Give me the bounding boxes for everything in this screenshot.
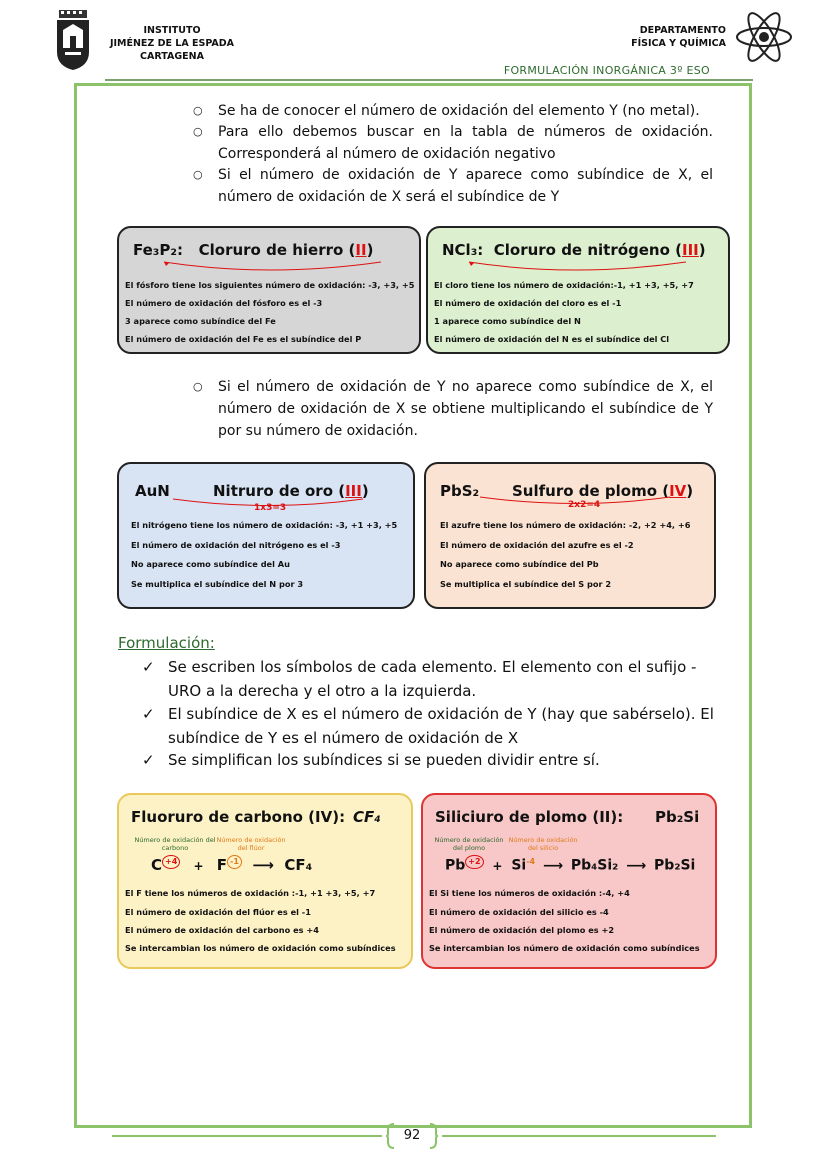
card-line: 3 aparece como subíndice del Fe: [125, 316, 276, 326]
eq-result: CF₄: [284, 856, 313, 874]
eq-plus: +: [492, 858, 503, 873]
circle-bullet-icon: ○: [193, 380, 203, 393]
example-card-ncl3: [426, 226, 730, 354]
card-line: El número de oxidación del nitrógeno es el -3: [131, 540, 341, 550]
dept-line-1: DEPARTAMENTO: [639, 25, 726, 36]
card-title: Sulfuro de plomo (IV): [512, 482, 694, 500]
exchange-arrow-icon: [159, 258, 389, 276]
card-roman: III: [682, 241, 699, 259]
card-line: El número de oxidación del carbono es +4: [125, 925, 319, 935]
card-line: El número de oxidación del plomo es +2: [429, 925, 615, 935]
card-roman: II: [355, 241, 367, 259]
atom-icon: [735, 8, 793, 66]
eq-plus: +: [193, 859, 204, 873]
card-formula: Fe₃P₂: [133, 241, 177, 259]
circle-bullet-icon: ○: [193, 125, 203, 138]
dept-line-2: FÍSICA Y QUÍMICA: [631, 38, 726, 49]
card-formula: NCl₃: [442, 241, 478, 259]
check-item-text: Se escriben los símbolos de cada elemento. El elemento con el sufijo -URO a la derecha y el otro a la izquierda.: [168, 658, 697, 700]
card-calc: 2x2=4: [568, 500, 601, 510]
intro-bullet: [193, 121, 713, 165]
eq-ox-b: -4: [526, 857, 536, 866]
ox-label-right: Número de oxidación del flúor: [216, 836, 286, 852]
eq-ox-b: -1: [227, 855, 242, 869]
circle-bullet-icon: ○: [193, 104, 203, 117]
card-line: No aparece como subíndice del Au: [131, 559, 290, 569]
check-item: [142, 748, 716, 772]
section-title: Formulación:: [118, 634, 215, 652]
equation: [151, 855, 312, 874]
check-item-text: Se simplifican los subíndices si se pueden dividir entre sí.: [168, 751, 600, 769]
check-item-text: El subíndice de X es el número de oxidación de Y (hay que sabérselo). El subíndice de Y es el número de oxidación de X: [168, 705, 714, 747]
circle-bullet-icon: ○: [193, 168, 203, 181]
example-card-aun: [117, 462, 415, 609]
checkmark-icon: ✓: [142, 705, 155, 723]
card-line: El número de oxidación del Fe es el subíndice del P: [125, 334, 362, 344]
arrow-right-icon: ⟶: [252, 856, 274, 874]
card-compound-name: Nitruro de oro: [213, 482, 334, 500]
card-line: Se multiplica el subíndice del N por 3: [131, 579, 304, 589]
card-line: El número de oxidación del flúor es el -1: [125, 907, 311, 917]
checkmark-icon: ✓: [142, 658, 155, 676]
middle-bullet: [193, 376, 713, 442]
card-roman: III: [345, 482, 362, 500]
intro-bullet: [193, 100, 713, 122]
exchange-arrow-icon: [464, 258, 694, 276]
department-name: [631, 24, 726, 50]
card-line: El nitrógeno tiene los número de oxidación: -3, +1 +3, +5: [131, 520, 398, 530]
intro-bullet: [193, 164, 713, 208]
card-line: El número de oxidación del N es el subíndice del Cl: [434, 334, 670, 344]
arrow-right-icon: ⟶: [542, 857, 564, 874]
ox-label-left: Número de oxidación del carbono: [134, 836, 216, 852]
school-line-3: CARTAGENA: [140, 51, 204, 62]
eq-intermediate: Pb₄Si₂: [570, 857, 619, 874]
example-card-pb2si: [421, 793, 717, 969]
card-line: El Si tiene los números de oxidación :-4, +4: [429, 888, 630, 898]
page-number-text: 92: [403, 1128, 421, 1143]
card-line: Se multiplica el subíndice del S por 2: [440, 579, 612, 589]
card-formula: AuN: [135, 482, 170, 500]
card-formula: CF₄: [353, 808, 381, 826]
ox-label-left: Número de oxidación del plomo: [434, 836, 504, 852]
example-card-fe3p2: [117, 226, 421, 354]
card-line: El F tiene los números de oxidación :-1, +1 +3, +5, +7: [125, 888, 376, 898]
card-line: El azufre tiene los número de oxidación: -2, +2 +4, +6: [440, 520, 691, 530]
equation: [445, 855, 695, 874]
card-line: Se intercambian los número de oxidación como subíndices: [429, 943, 700, 953]
card-formula: Pb₂Si: [655, 808, 700, 826]
card-formula: PbS₂: [440, 482, 480, 500]
card-line: El número de oxidación del silicio es -4: [429, 907, 609, 917]
eq-element-b: Si: [511, 857, 527, 874]
footer-line-left: [112, 1135, 382, 1137]
checkmark-icon: ✓: [142, 751, 155, 769]
card-calc: 1x3=3: [254, 503, 287, 513]
card-line: El cloro tiene los número de oxidación:-1, +1 +3, +5, +7: [434, 280, 694, 290]
check-item: [142, 655, 716, 703]
eq-ox-a: +2: [465, 855, 483, 869]
card-roman: IV: [669, 482, 687, 500]
card-compound-name: Cloruro de nitrógeno: [493, 241, 670, 259]
school-line-1: INSTITUTO: [143, 25, 201, 36]
example-card-cf4: [117, 793, 413, 969]
card-compound-name: Sulfuro de plomo: [512, 482, 658, 500]
eq-element-a: C: [151, 856, 163, 874]
card-line: El número de oxidación del cloro es el -1: [434, 298, 622, 308]
card-line: El número de oxidación del fósforo es el -3: [125, 298, 323, 308]
card-compound-name: Cloruro de hierro: [198, 241, 344, 259]
eq-element-b: F: [216, 856, 228, 874]
intro-bullet-text: Para ello debemos buscar en la tabla de números de oxidación. Corresponderá al número de oxidación negativo: [218, 124, 713, 162]
card-line: No aparece como subíndice del Pb: [440, 559, 599, 569]
eq-element-a: Pb: [445, 857, 466, 874]
ox-label-right: Número de oxidación del silicio: [508, 836, 578, 852]
card-title: Nitruro de oro (III): [213, 482, 369, 500]
eq-ox-a: +4: [162, 855, 180, 869]
school-logo: [55, 10, 91, 70]
check-item: [142, 702, 716, 750]
card-compound-name: Fluoruro de carbono (IV):: [131, 808, 346, 826]
card-title: NCl₃: Cloruro de nitrógeno (III): [442, 241, 706, 259]
arrow-right-icon: ⟶: [626, 857, 647, 874]
card-title: Fe₃P₂: Cloruro de hierro (II): [133, 241, 374, 259]
card-line: 1 aparece como subíndice del N: [434, 316, 581, 326]
footer-line-right: [442, 1135, 716, 1137]
card-line: El número de oxidación del azufre es el -2: [440, 540, 634, 550]
school-name: [92, 24, 252, 63]
intro-bullet-text: Se ha de conocer el número de oxidación del elemento Y (no metal).: [218, 103, 700, 119]
card-line: El fósforo tiene los siguientes número de oxidación: -3, +3, +5: [125, 280, 415, 290]
intro-bullet-text: Si el número de oxidación de Y aparece como subíndice de X, el número de oxidación de X será el subíndice de Y: [218, 167, 713, 205]
subject-title: FORMULACIÓN INORGÁNICA 3º ESO: [503, 64, 710, 77]
page-number: [386, 1122, 438, 1150]
card-compound-name: Siliciuro de plomo (II):: [435, 808, 624, 826]
card-line: Se intercambian los número de oxidación como subíndices: [125, 943, 396, 953]
middle-bullet-text: Si el número de oxidación de Y no aparece como subíndice de X, el número de oxidación de X se obtiene multiplicando el subíndice de Y por su número de oxidación.: [218, 379, 713, 439]
example-card-pbs2: [424, 462, 716, 609]
school-line-2: JIMÉNEZ DE LA ESPADA: [109, 38, 235, 49]
eq-result: Pb₂Si: [654, 857, 696, 874]
header-divider: [105, 79, 753, 81]
